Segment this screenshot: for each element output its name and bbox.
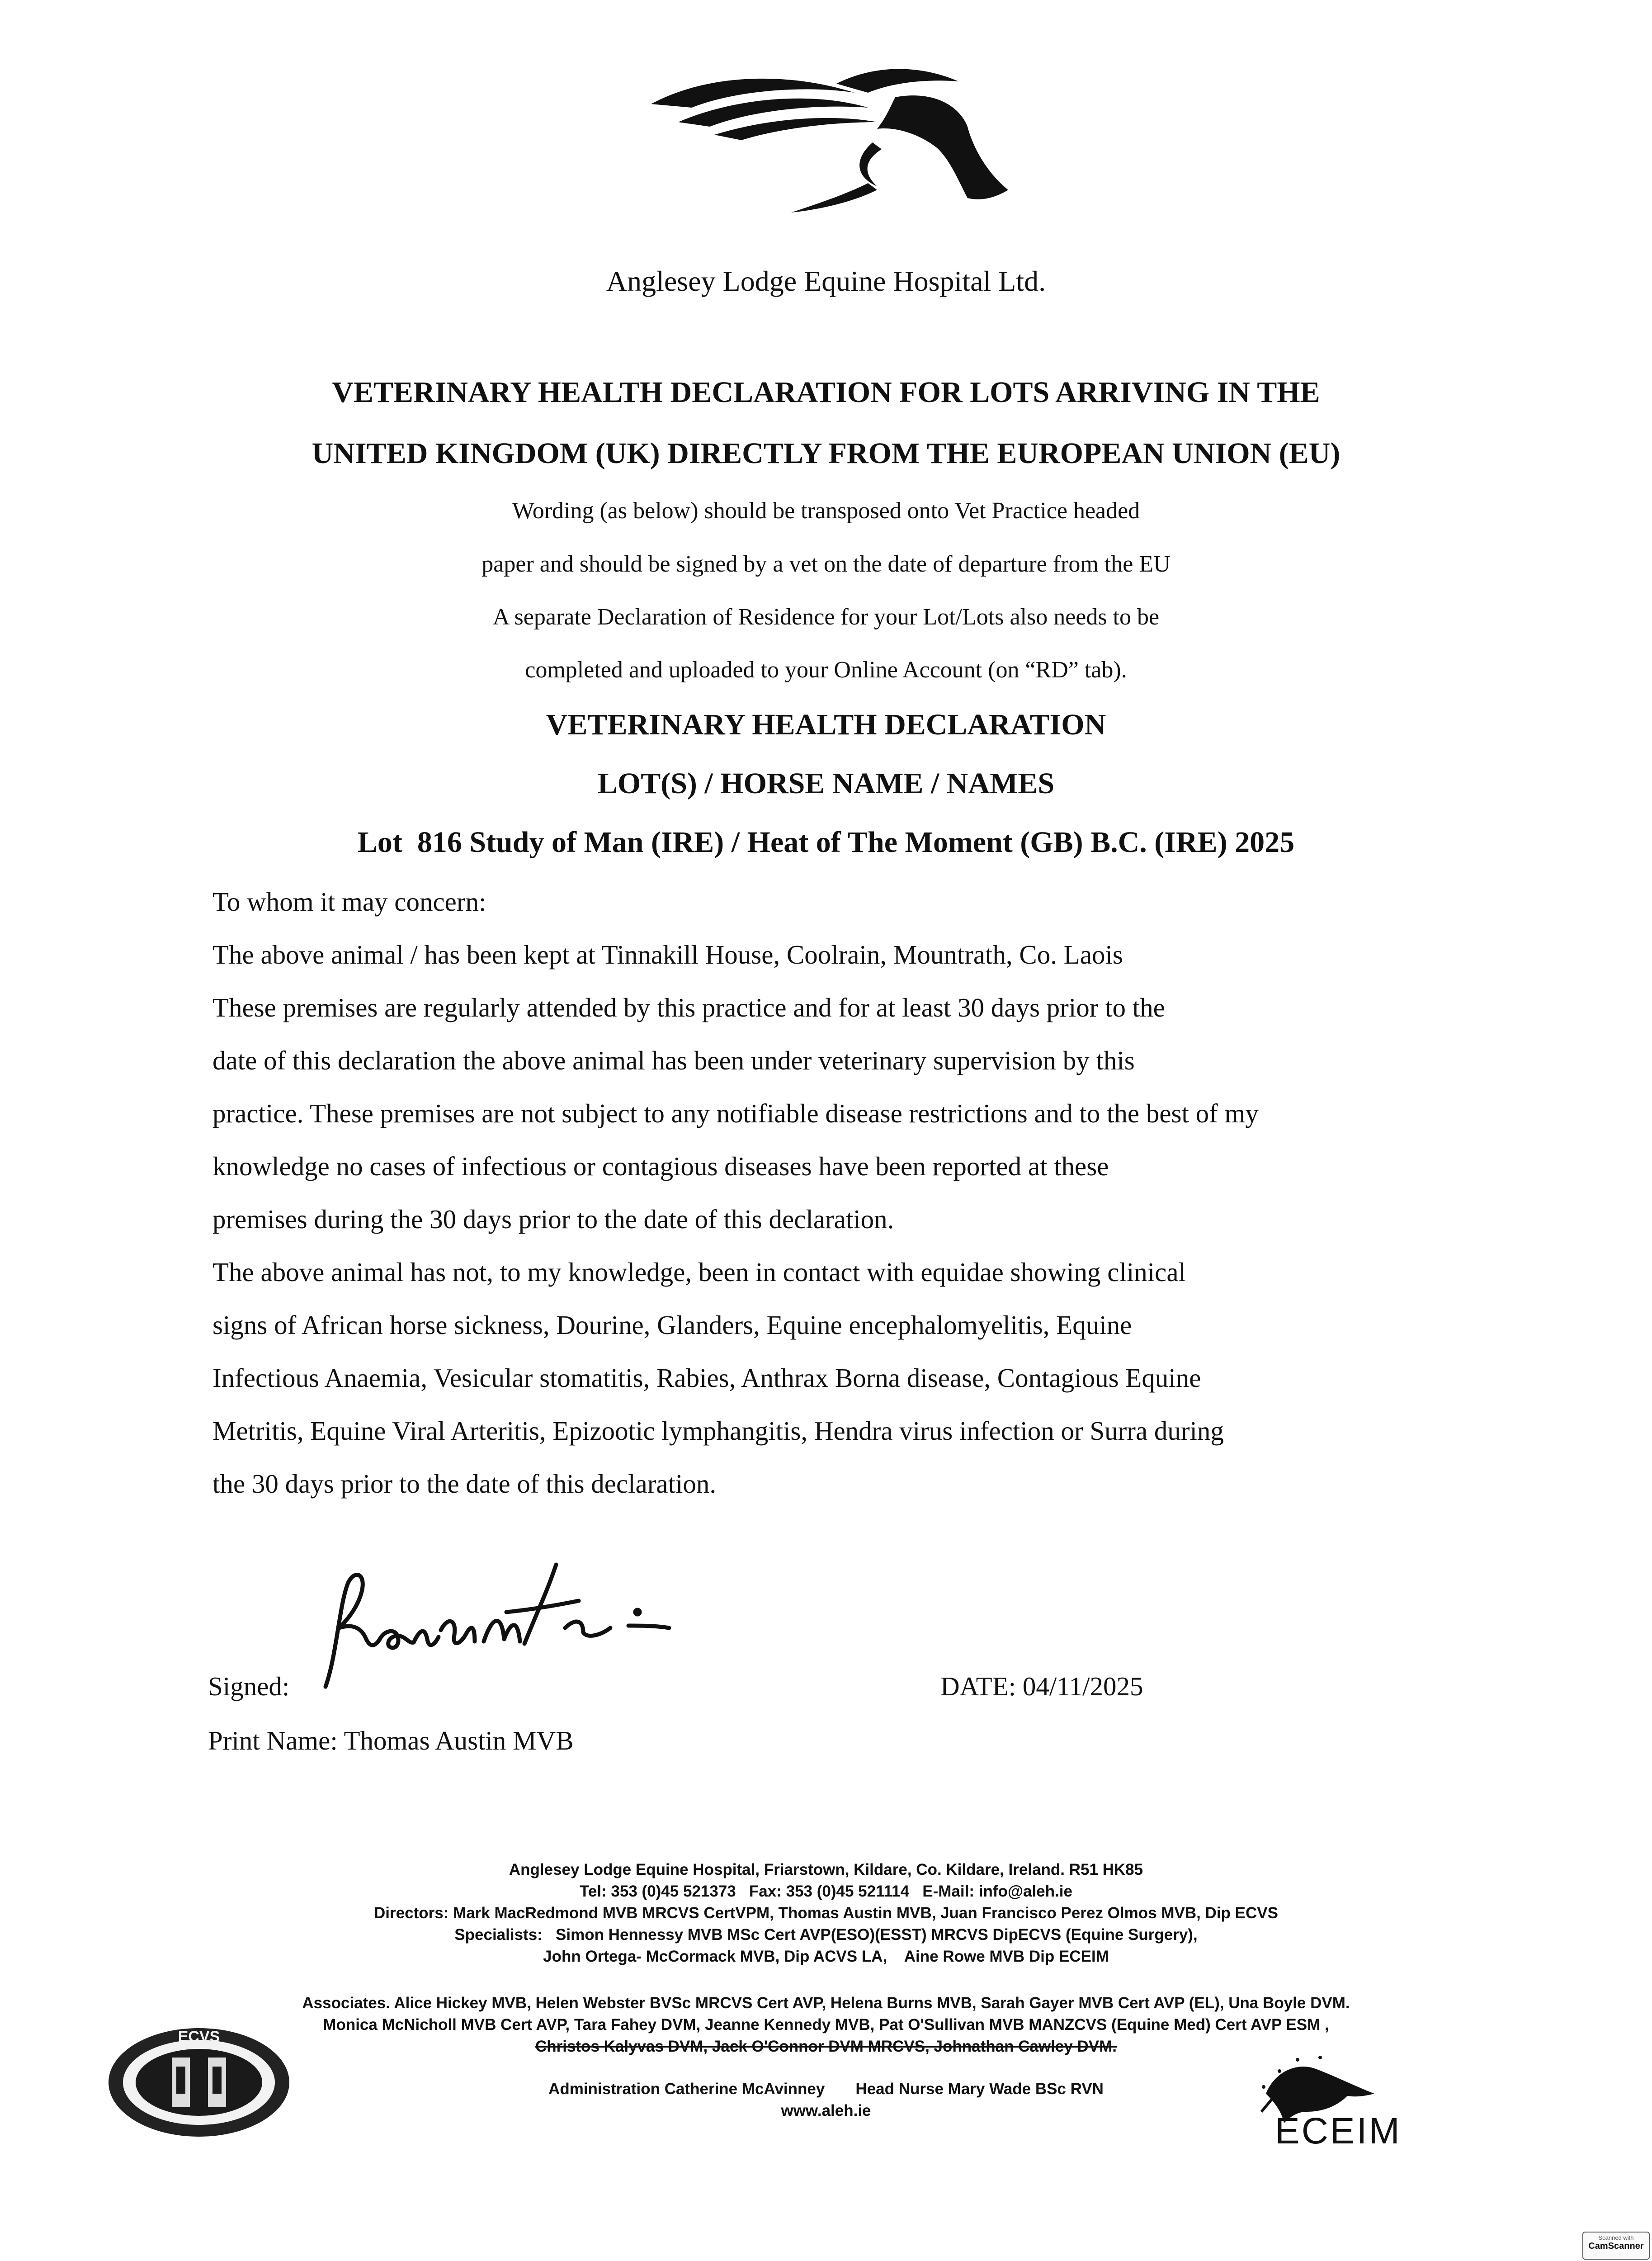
lot-line: Lot 816 Study of Man (IRE) / Heat of The Moment (GB) B.C. (IRE) 2025 <box>357 826 1295 859</box>
subheading-declaration: VETERINARY HEALTH DECLARATION <box>546 708 1106 741</box>
body-line: Metritis, Equine Viral Arteritis, Epizootic lymphangitis, Hendra virus infection or Surra during <box>212 1416 1224 1446</box>
footer-administration: Administration Catherine McAvinney Head Nurse Mary Wade BSc RVN <box>548 2080 1104 2098</box>
scanner-badge-caption: Scanned with <box>1598 2234 1634 2241</box>
footer-specialists: Specialists: Simon Hennessy MVB MSc Cert AVP(ESO)(ESST) MRCVS DipECVS (Equine Surgery), <box>454 1926 1198 1944</box>
eceim-logo-text: ECEIM <box>1275 2110 1402 2152</box>
instruction-line: completed and uploaded to your Online Account (on “RD” tab). <box>525 657 1127 683</box>
horse-head-logo <box>642 54 1031 222</box>
body-line: practice. These premises are not subject to any notifiable disease restrictions and to the best of my <box>212 1098 1259 1128</box>
body-line: premises during the 30 days prior to the date of this declaration. <box>212 1204 894 1234</box>
instruction-line: paper and should be signed by a vet on the date of departure from the EU <box>481 551 1171 577</box>
scanner-badge-brand: CamScanner <box>1588 2241 1644 2251</box>
footer-address: Anglesey Lodge Equine Hospital, Friarstown, Kildare, Co. Kildare, Ireland. R51 HK85 <box>509 1861 1143 1878</box>
ecvs-seal-logo <box>104 2024 294 2141</box>
footer-directors: Directors: Mark MacRedmond MVB MRCVS CertVPM, Thomas Austin MVB, Juan Francisco Perez Olmos MVB, Dip ECVS <box>374 1904 1278 1922</box>
eceim-horse-logo <box>1248 2044 1465 2152</box>
footer-associates: Associates. Alice Hickey MVB, Helen Webster BVSc MRCVS Cert AVP, Helena Burns MVB, Sarah Gayer MVB Cert AVP (EL), Una Boyle DVM. <box>302 1994 1350 2012</box>
body-line: The above animal has not, to my knowledge, been in contact with equidae showing clinical <box>212 1257 1186 1287</box>
body-line: date of this declaration the above animal has been under veterinary supervision by this <box>212 1045 1135 1075</box>
title-line-1: VETERINARY HEALTH DECLARATION FOR LOTS ARRIVING IN THE <box>332 376 1320 409</box>
body-line: These premises are regularly attended by this practice and for at least 30 days prior to the <box>212 993 1165 1022</box>
body-line: The above animal / has been kept at Tinnakill House, Coolrain, Mountrath, Co. Laois <box>212 940 1123 970</box>
declaration-date: DATE: 04/11/2025 <box>940 1671 1143 1701</box>
organization-name: Anglesey Lodge Equine Hospital Ltd. <box>606 265 1046 297</box>
footer-contact: Tel: 353 (0)45 521373 Fax: 353 (0)45 521114 E-Mail: info@aleh.ie <box>580 1883 1072 1900</box>
body-line: signs of African horse sickness, Dourine, Glanders, Equine encephalomyelitis, Equine <box>212 1310 1132 1340</box>
ecvs-seal-text: ECVS <box>178 2028 220 2045</box>
footer-associates-struck: Christos Kalyvas DVM, Jack O'Connor DVM MRCVS, Johnathan Cawley DVM. <box>535 2038 1117 2055</box>
signed-label: Signed: <box>208 1671 290 1701</box>
instruction-line: A separate Declaration of Residence for your Lot/Lots also needs to be <box>492 604 1160 630</box>
title-line-2: UNITED KINGDOM (UK) DIRECTLY FROM THE EUROPEAN UNION (EU) <box>312 437 1340 470</box>
footer-specialists-cont: John Ortega- McCormack MVB, Dip ACVS LA, Aine Rowe MVB Dip ECEIM <box>543 1948 1109 1965</box>
body-line: Infectious Anaemia, Vesicular stomatitis, Rabies, Anthrax Borna disease, Contagious Equine <box>212 1363 1201 1393</box>
signature-image <box>312 1537 732 1696</box>
subheading-lot-names: LOT(S) / HORSE NAME / NAMES <box>597 767 1055 800</box>
body-line: To whom it may concern: <box>212 887 486 917</box>
instruction-line: Wording (as below) should be transposed onto Vet Practice headed <box>512 498 1140 524</box>
body-line: knowledge no cases of infectious or contagious diseases have been reported at these <box>212 1151 1109 1181</box>
footer-associates-cont: Monica McNicholl MVB Cert AVP, Tara Fahey DVM, Jeanne Kennedy MVB, Pat O'Sullivan MVB MANZCVS (Equine Med) Cert AVP ESM , <box>323 2016 1329 2034</box>
scanner-badge <box>1582 2232 1650 2260</box>
print-name: Print Name: Thomas Austin MVB <box>208 1726 574 1755</box>
body-line: the 30 days prior to the date of this declaration. <box>212 1469 717 1499</box>
footer-website: www.aleh.ie <box>781 2102 871 2119</box>
